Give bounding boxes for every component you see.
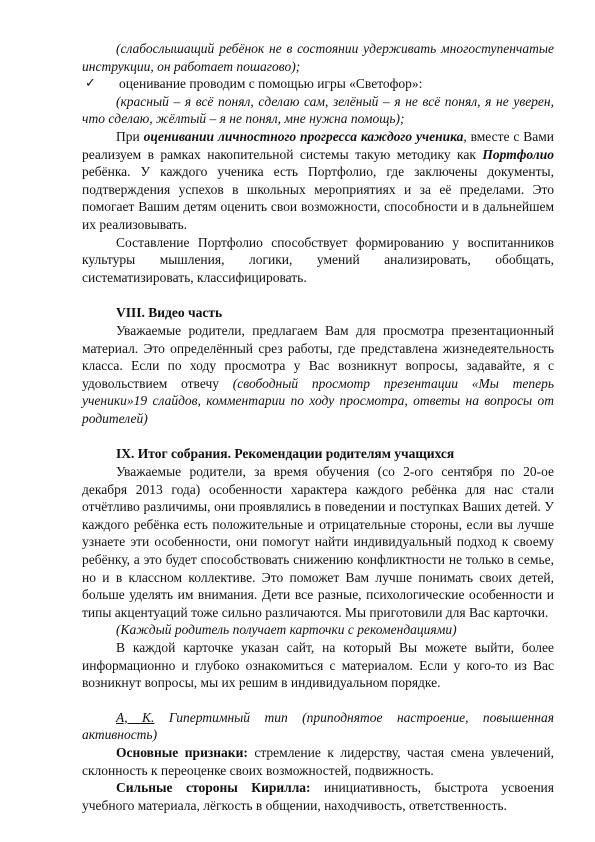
strengths-label: Сильные стороны Кирилла: — [116, 780, 311, 796]
portfolio-emphasis: оценивании личностного прогресса каждого ученика — [143, 128, 464, 144]
paragraph-site: В каждой карточке указан сайт, на который Вы можете выйти, более информационно и глубоко ознакомиться с материалом. Если у кого-то из Вас возникнут вопросы, мы их решим в индивидуальном порядке. — [82, 640, 554, 691]
video-italic: (свободный просмотр презентации «Мы теперь ученики»19 слайдов, комментарии по ходу просмотра, ответы на вопросы от родителей) — [82, 375, 554, 426]
paragraph-colors — [82, 93, 554, 128]
card-type: Гипертимный тип (приподнятое настроение, повышенная активность) — [82, 709, 554, 743]
paragraph-summary: Уважаемые родители, за время обучения (со 2-ого сентября по 20-ое декабря 2013 года) особенности характера каждого ребёнка для нас стали отчётливо различимы, они проявлялись в поведении и поступках Ваших детей. У каждого ребёнка есть положительные и отрицательные стороны, если вы лучше узнаете эти особенности, они помогут найти индивидуальный подход к своему ребёнку, а это будет способствовать снижению конфликтности не только в семье, но и в классном коллективе. Это поможет Вам лучше понимать своих детей, больше уделять им внимания. Дети все разные, психологические особенности и типы акцентуаций тоже сильно различаются. Мы приготовили для Вас карточки. — [82, 464, 554, 620]
section-heading-summary: IX. Итог собрания. Рекомендации родителям учащихся — [116, 446, 455, 462]
checkmark-icon: ✓ — [85, 75, 96, 91]
card-heading — [82, 709, 554, 744]
paragraph-compose: Составление Портфолио способствует формированию у воспитанников культуры мышления, логики, умений анализировать, обобщать, систематизировать, классифицировать. — [82, 234, 554, 285]
strengths-text: инициативность, быстрота усвоения учебного материала, лёгкость в общении, находчивость, ответственность. — [82, 780, 554, 813]
document-page — [82, 40, 554, 814]
colors-italic: (красный – я всё понял, сделаю сам, зелёный – я не всё понял, я не уверен, что сделаю, жёлтый – я не понял, мне нужна помощь); — [82, 93, 554, 127]
paragraph-intro — [82, 40, 554, 75]
portfolio-text-e: ребёнка. У каждого ученика есть Портфолио, где заключены документы, подтверждения успехов в школьных мероприятиях и за её пределами. Это помогает Вашим детям оценить свои возможности, способности и в дальнейшем их реализовывать. — [82, 164, 554, 232]
signs-label: Основные признаки: — [116, 744, 248, 760]
video-text: Уважаемые родители, предлагаем Вам для просмотра презентационный материал. Это определённый срез работы, где представлена жизнедеятельность класса. Если по ходу просмотра у Вас возникнут вопросы, задавайте, я с удовольствием отвечу — [82, 322, 554, 391]
portfolio-text-c: , вместе с Вами реализуем в рамках накопительной системы такую методику как — [82, 128, 555, 162]
check-list-item — [82, 75, 554, 93]
signs-text: стремление к лидерству, частая смена увлечений, склонность к переоценке своих возможностей, подвижность. — [82, 744, 554, 778]
paragraph-strengths — [82, 779, 554, 814]
check-item-text: оценивание проводим с помощью игры «Светофор»: — [119, 76, 423, 92]
paragraph-video — [82, 322, 554, 428]
paragraph-signs — [82, 744, 554, 779]
paragraph-portfolio — [82, 128, 554, 234]
portfolio-term: Портфолио — [482, 146, 554, 162]
section-heading-video: VIII. Видео часть — [116, 305, 223, 321]
card-initials: А, К. — [116, 709, 155, 725]
intro-italic: (слабослышащий ребёнок не в состоянии удерживать многоступенчатые инструкции, он работает пошагово); — [82, 41, 554, 74]
cards-note-italic: (Каждый родитель получает карточки с рекомендациями) — [116, 622, 457, 638]
portfolio-text-a: При — [116, 128, 144, 144]
paragraph-cards-note — [82, 621, 554, 639]
